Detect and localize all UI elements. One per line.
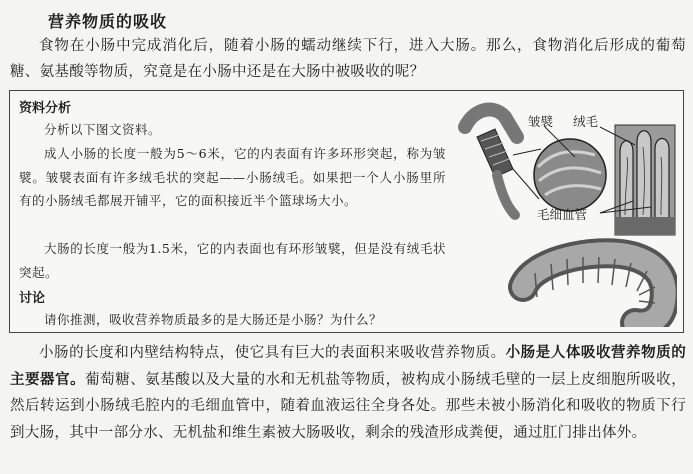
label-villus: 绒毛 xyxy=(573,114,599,129)
label-capillary: 毛细血管 xyxy=(537,207,588,222)
discussion-heading: 讨论 xyxy=(19,291,46,306)
conclusion-key-sentence: 小肠是人体吸收营养物质的主要器官。 xyxy=(10,345,686,388)
section-title: 营养物质的吸收 xyxy=(48,12,168,31)
intro-paragraph: 食物在小肠中完成消化后，随着小肠的蠕动继续下行，进入大肠。那么，食物消化后形成的葡萄糖、氨基酸等物质，究竟是在小肠中还是在大肠中被吸收的呢？ xyxy=(10,38,686,80)
box-lead: 分析以下图文资料。 xyxy=(44,122,162,137)
small-intestine-text: 成人小肠的长度一般为5～6米，它的内表面有许多环形突起，称为皱襞。皱襞表面有许多绒毛状的突起——小肠绒毛。如果把一个人小肠里所有的小肠绒毛都展开铺平，它的面积接近半个篮球场大小。 xyxy=(19,146,446,208)
large-intestine-text: 大肠的长度一般为1.5米，它的内表面也有环形皱襞，但是没有绒毛状突起。 xyxy=(19,241,446,280)
conclusion-paragraph xyxy=(10,340,686,446)
discussion-question: 请你推测，吸收营养物质最多的是大肠还是小肠？为什么？ xyxy=(44,312,383,327)
label-fold: 皱襞 xyxy=(528,114,554,129)
data-analysis-box xyxy=(9,90,684,333)
box-heading: 资料分析 xyxy=(19,101,72,116)
conclusion-text-1: 小肠的长度和内壁结构特点，使它具有巨大的表面积来吸收营养物质。 xyxy=(39,345,506,361)
intestine-illustration xyxy=(455,97,677,327)
conclusion-text-2: 葡萄糖、氨基酸以及大量的水和无机盐等物质，被构成小肠绒毛壁的一层上皮细胞所吸收，然后转运到小肠绒毛腔内的毛细血管中，随着血液运往全身各处。那些未被小肠消化和吸收的物质下行到大肠，其中一部分水、无机盐和维生素被大肠吸收，剩余的残渣形成粪便，通过肛门排出体外。 xyxy=(10,371,687,441)
